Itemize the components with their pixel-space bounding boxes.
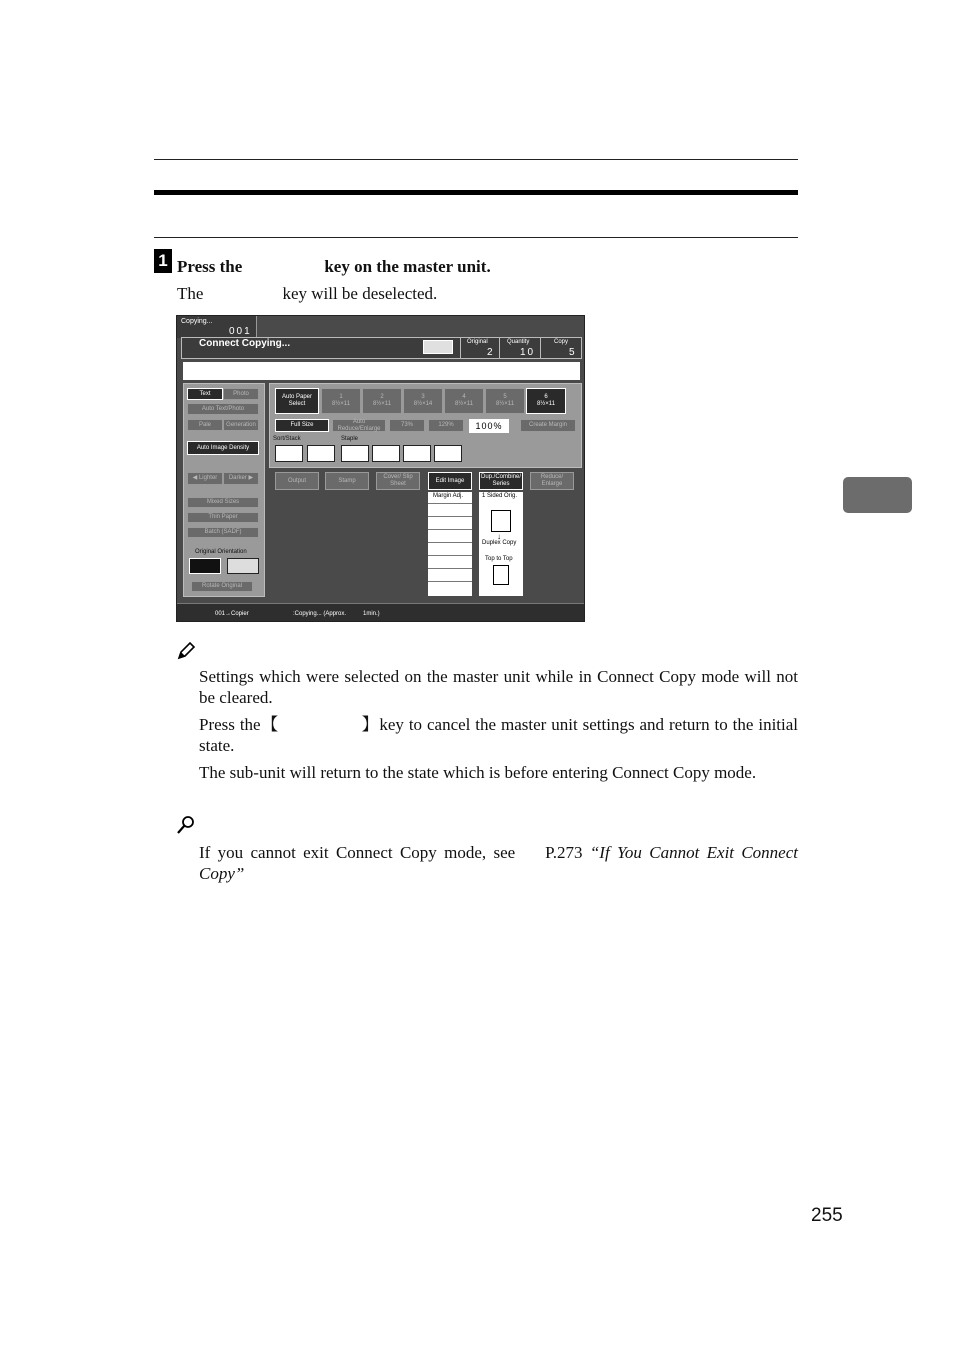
reference-paragraph (199, 842, 798, 884)
tray-4-size: 8½×11 (454, 401, 474, 407)
orientation-icon-portrait[interactable] (189, 558, 221, 574)
message-area (183, 362, 580, 380)
connect-message: Connect Copying... (199, 338, 291, 349)
auto-paper-select-button[interactable]: Auto Paper Select (275, 388, 319, 414)
duplex-copy-label: Duplex Copy (482, 540, 517, 546)
original-label: Original (467, 339, 488, 345)
tray-2-button[interactable] (362, 388, 402, 414)
darker-label: Darker (228, 475, 247, 482)
generation-button[interactable]: Generation (223, 419, 259, 431)
reference-page[interactable]: P.273 (545, 843, 583, 862)
tray-1-button[interactable] (321, 388, 361, 414)
step-result (177, 284, 437, 304)
counter-divider-3 (540, 337, 541, 359)
magnifier-icon (176, 815, 196, 835)
sort-icon[interactable] (275, 445, 303, 462)
darker-arrow-icon: ▶ (246, 475, 254, 482)
step-number-badge: 1 (154, 249, 172, 273)
tray-6-button[interactable] (526, 388, 566, 414)
staple-icon-3[interactable] (403, 445, 431, 462)
step-instruction-a: Press the (177, 257, 243, 276)
original-value: 2 (487, 347, 493, 358)
rotate-original-button[interactable]: Rotate Original (191, 581, 253, 592)
reference-title[interactable]: “If You Cannot Exit Connect Copy” (199, 843, 798, 883)
photo-button[interactable]: Photo (223, 388, 259, 400)
header-rule-thick (154, 190, 798, 195)
tray-3-number: 3 (421, 394, 425, 401)
tray-2-number: 2 (380, 394, 384, 401)
tray-6-number: 6 (544, 394, 548, 401)
copy-label: Copy (554, 339, 569, 345)
text-button[interactable]: Text (187, 388, 223, 400)
note-pencil-icon (176, 641, 196, 661)
top-to-top-page-icon[interactable] (493, 565, 509, 585)
page-number: 255 (811, 1205, 843, 1226)
note-paragraph-2 (199, 714, 798, 756)
status-tab (177, 316, 257, 338)
staple-icon-1[interactable] (341, 445, 369, 462)
job-counter: 001 (229, 326, 252, 337)
step-result-a: The (177, 284, 204, 303)
reduce-enlarge-tab[interactable]: Reduce/ Enlarge (530, 472, 574, 490)
quantity-value: 10 (520, 347, 536, 358)
list-divider (428, 529, 472, 530)
margin-adj-item[interactable]: Margin Adj. (433, 493, 464, 499)
ratio-display: 100% (469, 419, 509, 433)
create-margin-button[interactable]: Create Margin (520, 419, 576, 432)
dup-combine-series-tab[interactable]: Dup./Combine/ Series (479, 472, 523, 490)
bracket-open: 【 (260, 715, 279, 734)
orientation-icon-landscape[interactable] (227, 558, 259, 574)
output-tab[interactable]: Output (275, 472, 319, 490)
tray-6-size: 8½×11 (536, 401, 556, 407)
tray-5-number: 5 (503, 394, 507, 401)
reference-text: If you cannot exit Connect Copy mode, see (199, 843, 516, 862)
list-divider (428, 542, 472, 543)
lighter-arrow-icon: ◀ (192, 475, 199, 482)
batch-button[interactable]: Batch (SADF) (187, 527, 259, 538)
tray-5-size: 8½×11 (495, 401, 515, 407)
duplex-panel (479, 492, 523, 596)
copier-screen (176, 315, 585, 622)
status-text: Copying... (181, 318, 213, 325)
note-p2-a: Press the (199, 715, 261, 734)
thin-paper-button[interactable]: Thin Paper (187, 512, 259, 523)
cover-slip-sheet-tab[interactable]: Cover/ Slip Sheet (376, 472, 420, 490)
list-divider (428, 568, 472, 569)
footer-job: 001→Copier (215, 611, 249, 617)
section-rule (154, 237, 798, 238)
tray-5-button[interactable] (485, 388, 525, 414)
footer-state: :Copying... (Approx. (293, 611, 347, 617)
ratio-129-button[interactable]: 129% (428, 419, 464, 432)
edit-image-tab[interactable]: Edit Image (428, 472, 472, 490)
chapter-tab (843, 477, 912, 513)
staple-icon-4[interactable] (434, 445, 462, 462)
lighter-label: Lighter (198, 475, 218, 482)
ratio-73-button[interactable]: 73% (389, 419, 425, 432)
bracket-close: 】 (360, 715, 380, 734)
quantity-label: Quantity (507, 339, 530, 345)
arrow-down-icon: ↓ (497, 532, 501, 541)
lighter-button[interactable] (187, 472, 223, 485)
auto-text-photo-button[interactable]: Auto Text/Photo (187, 403, 259, 415)
one-sided-orig-label: 1 Sided Orig. (482, 493, 518, 499)
auto-reduce-enlarge-button[interactable]: Auto Reduce/Enlarge (332, 419, 386, 432)
tray-1-size: 8½×11 (331, 401, 351, 407)
auto-image-density-button[interactable]: Auto Image Density (187, 441, 259, 455)
list-divider (428, 581, 472, 582)
duplex-page-icon[interactable] (491, 510, 511, 532)
full-size-button[interactable]: Full Size (275, 419, 329, 432)
note-paragraph-1: Settings which were selected on the master unit while in Connect Copy mode will not be cleared. (199, 667, 798, 707)
connect-icon (423, 340, 453, 354)
darker-button[interactable] (223, 472, 259, 485)
header-rule-top (154, 159, 798, 160)
tray-2-size: 8½×11 (372, 401, 392, 407)
staple-label: Staple (341, 436, 359, 442)
tray-3-size: 8½×14 (413, 401, 433, 407)
original-orientation-label: Original Orientation (195, 549, 247, 555)
sort-stack-label: Sort/Stack (273, 436, 301, 442)
stack-icon[interactable] (307, 445, 335, 462)
step-instruction (177, 257, 491, 277)
counter-divider-1 (460, 337, 461, 359)
counter-divider-2 (499, 337, 500, 359)
pale-button[interactable]: Pale (187, 419, 223, 431)
staple-icon-2[interactable] (372, 445, 400, 462)
tray-4-button[interactable] (444, 388, 484, 414)
list-divider (428, 516, 472, 517)
edit-image-list (428, 492, 472, 596)
note-paragraph-3: The sub-unit will return to the state which is before entering Connect Copy mode. (199, 763, 757, 782)
tray-1-number: 1 (339, 394, 343, 401)
step-result-b: key will be deselected. (282, 284, 438, 303)
top-to-top-label: Top to Top (485, 556, 513, 562)
note-p2-b: key to cancel the master unit settings and return to the initial state. (199, 715, 799, 755)
mixed-sizes-button[interactable]: Mixed Sizes (187, 497, 259, 508)
tray-3-button[interactable] (403, 388, 443, 414)
list-divider (428, 503, 472, 504)
list-divider (428, 555, 472, 556)
stamp-tab[interactable]: Stamp (325, 472, 369, 490)
step-instruction-b: key on the master unit. (324, 257, 491, 276)
tray-4-number: 4 (462, 394, 466, 401)
copy-value: 5 (569, 347, 575, 358)
footer-time: 1min.) (363, 611, 380, 617)
